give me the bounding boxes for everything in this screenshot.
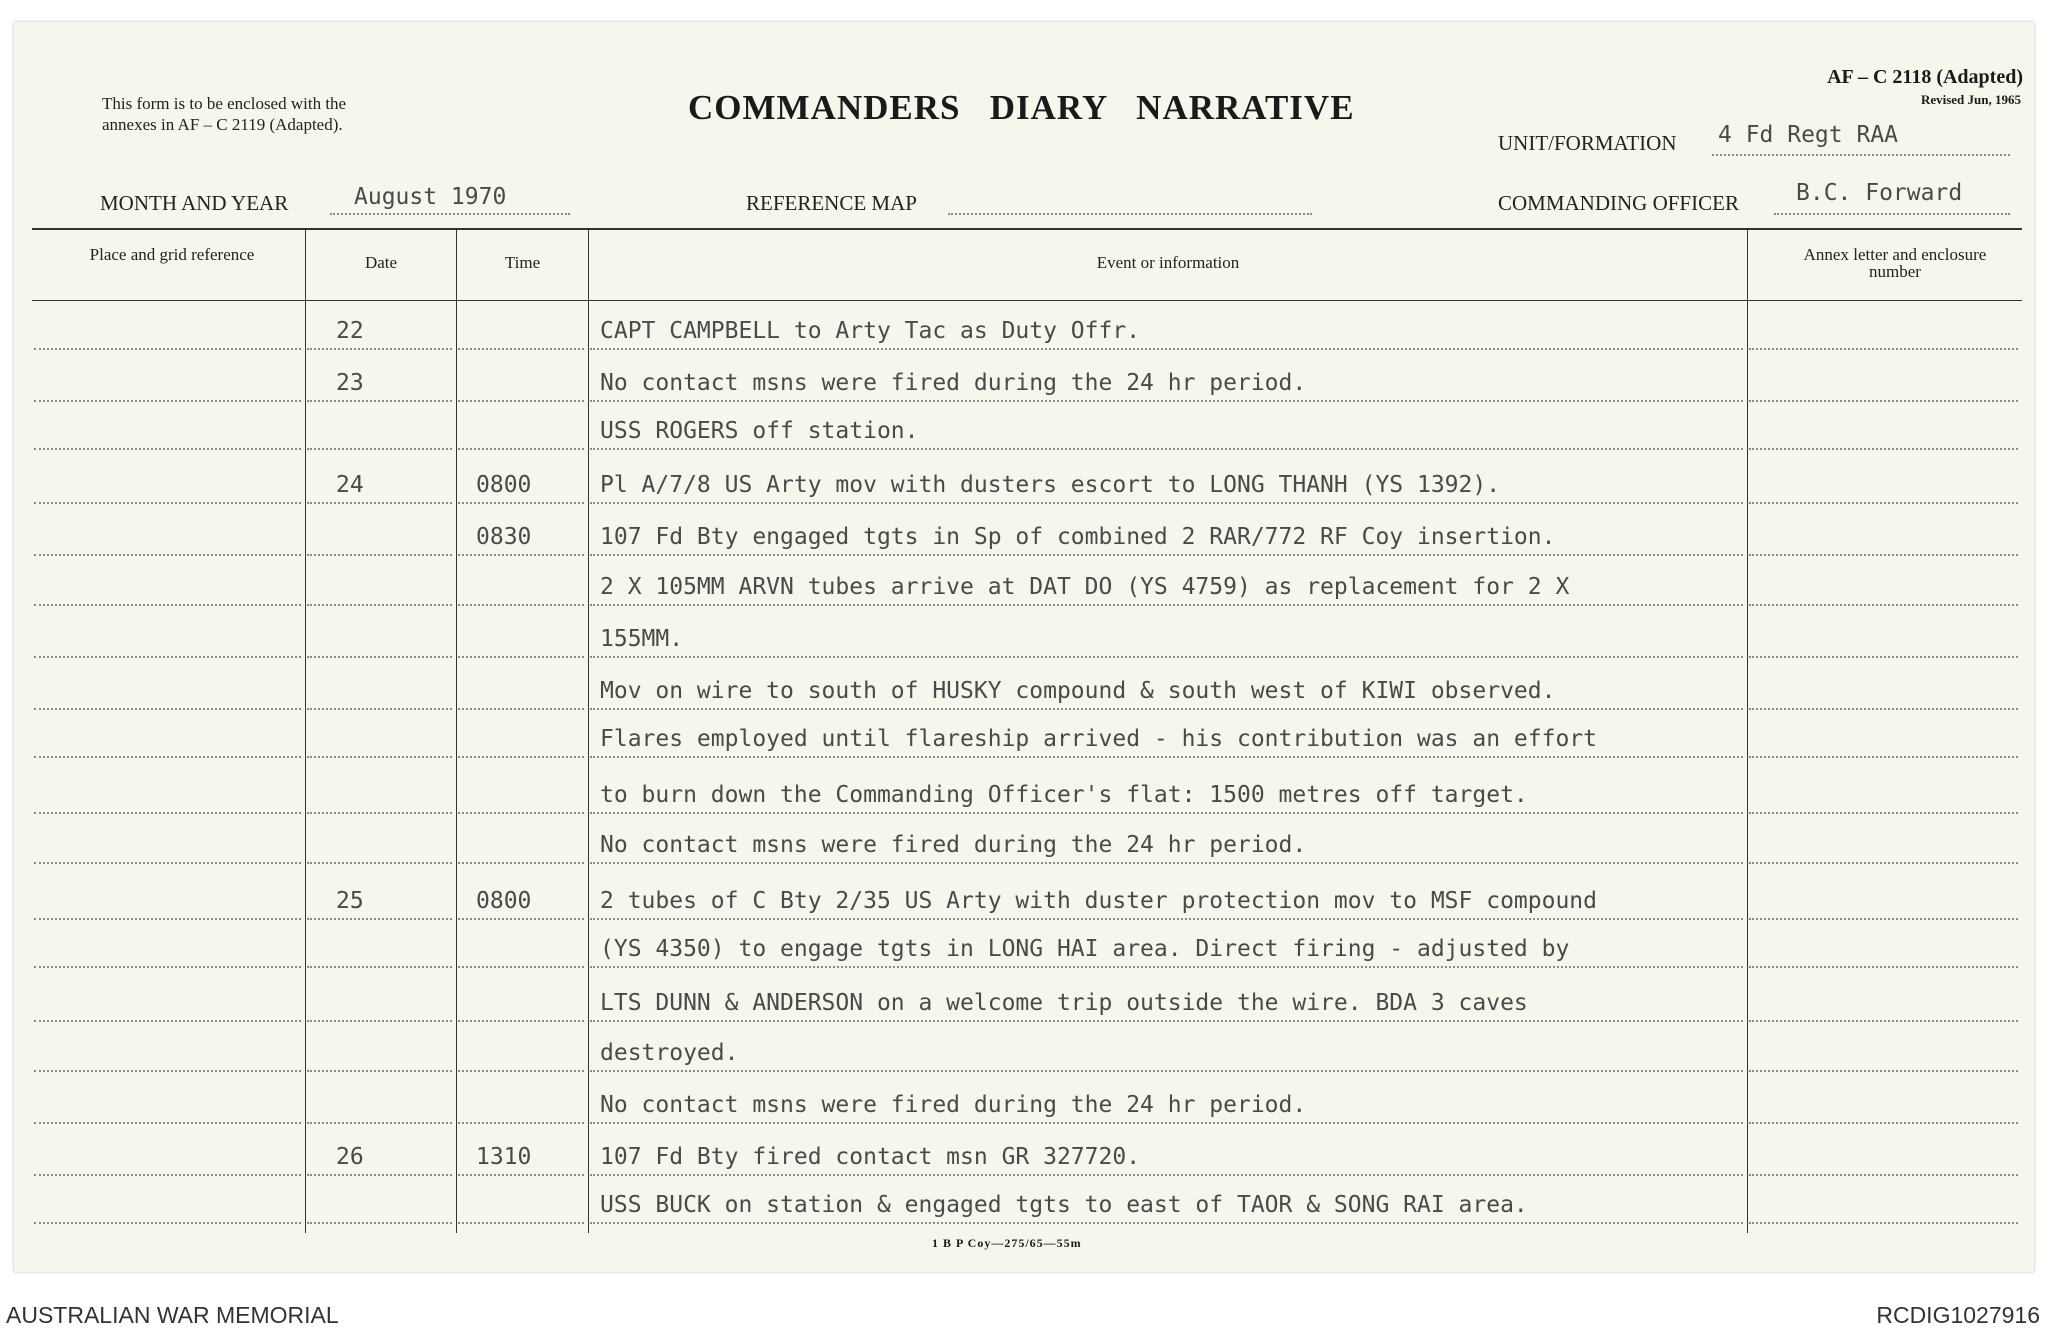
header-time: Time [504, 253, 541, 272]
row-rule [590, 918, 1743, 920]
row-rule [1749, 1070, 2018, 1072]
row-rule [1749, 1174, 2018, 1176]
row-rule [34, 348, 301, 350]
entry-event: 2 tubes of C Bty 2/35 US Arty with duster protection mov to MSF compound [600, 888, 1597, 914]
entry-event: Mov on wire to south of HUSKY compound & south west of KIWI observed. [600, 678, 1556, 704]
row-rule [34, 1122, 301, 1124]
row-rule [1749, 862, 2018, 864]
row-rule [458, 1020, 584, 1022]
row-rule [458, 448, 584, 450]
row-rule [458, 348, 584, 350]
entry-event: to burn down the Commanding Officer's flat: 1500 metres off target. [600, 782, 1528, 808]
reference-map-line [948, 213, 1312, 215]
entry-date: 23 [336, 370, 364, 396]
row-rule [458, 756, 584, 758]
row-rule [307, 656, 452, 658]
row-rule [1749, 348, 2018, 350]
entry-event: destroyed. [600, 1040, 739, 1066]
row-rule [458, 918, 584, 920]
row-rule [307, 554, 452, 556]
unit-formation-line [1712, 154, 2010, 156]
row-rule [307, 918, 452, 920]
entry-date: 24 [336, 472, 364, 498]
row-rule [307, 1222, 452, 1224]
entry-event: 155MM. [600, 626, 684, 652]
archive-footer-right: RCDIG1027916 [1876, 1302, 2040, 1328]
entry-event: USS BUCK on station & engaged tgts to east of TAOR & SONG RAI area. [600, 1192, 1528, 1218]
entry-event: Flares employed until flareship arrived - his contribution was an effort [600, 726, 1597, 752]
archive-footer-left: AUSTRALIAN WAR MEMORIAL [6, 1302, 339, 1328]
row-rule [458, 1222, 584, 1224]
row-rule [590, 448, 1743, 450]
row-rule [34, 862, 301, 864]
entry-date: 26 [336, 1144, 364, 1170]
row-rule [34, 708, 301, 710]
entry-event: No contact msns were fired during the 24 hr period. [600, 370, 1307, 396]
row-rule [34, 756, 301, 758]
unit-formation-label: UNIT/FORMATION [1498, 131, 1677, 155]
row-rule [590, 862, 1743, 864]
month-year-line [330, 213, 570, 215]
row-rule [34, 502, 301, 504]
row-rule [307, 708, 452, 710]
entry-event: (YS 4350) to engage tgts in LONG HAI area. Direct firing - adjusted by [600, 936, 1570, 962]
row-rule [307, 1020, 452, 1022]
month-year-label: MONTH AND YEAR [100, 191, 289, 215]
printer-mark: 1 B P Coy—275/65—55m [932, 1236, 1082, 1250]
row-rule [34, 812, 301, 814]
row-rule [307, 756, 452, 758]
row-rule [34, 966, 301, 968]
row-rule [307, 1174, 452, 1176]
commanding-officer-label: COMMANDING OFFICER [1498, 191, 1739, 215]
entry-date: 22 [336, 318, 364, 344]
row-rule [458, 1070, 584, 1072]
row-rule [34, 554, 301, 556]
row-rule [458, 1122, 584, 1124]
row-rule [307, 604, 452, 606]
unit-formation-value: 4 Fd Regt RAA [1718, 122, 1899, 148]
row-rule [458, 708, 584, 710]
row-rule [458, 966, 584, 968]
row-rule [590, 1122, 1743, 1124]
row-rule [590, 1222, 1743, 1224]
row-rule [590, 1174, 1743, 1176]
row-rule [34, 1020, 301, 1022]
entry-event: No contact msns were fired during the 24 hr period. [600, 1092, 1307, 1118]
row-rule [307, 400, 452, 402]
row-rule [1749, 656, 2018, 658]
header-event-information: Event or information [1096, 253, 1240, 272]
row-rule [458, 862, 584, 864]
row-rule [590, 554, 1743, 556]
row-rule [307, 448, 452, 450]
entry-event: 107 Fd Bty engaged tgts in Sp of combined 2 RAR/772 RF Coy insertion. [600, 524, 1556, 550]
column-divider-date [456, 228, 457, 1233]
row-rule [590, 1020, 1743, 1022]
table-top-rule [32, 228, 2022, 230]
row-rule [590, 502, 1743, 504]
row-rule [1749, 554, 2018, 556]
row-rule [1749, 1020, 2018, 1022]
row-rule [590, 400, 1743, 402]
row-rule [458, 812, 584, 814]
row-rule [34, 1070, 301, 1072]
row-rule [458, 604, 584, 606]
row-rule [307, 966, 452, 968]
row-rule [458, 400, 584, 402]
row-rule [458, 502, 584, 504]
row-rule [1749, 502, 2018, 504]
row-rule [1749, 400, 2018, 402]
form-title: COMMANDERS DIARY NARRATIVE [688, 88, 1355, 127]
entry-date: 25 [336, 888, 364, 914]
form-id: AF – C 2118 (Adapted) [1827, 66, 2023, 88]
entry-time: 0830 [476, 524, 532, 550]
enclosure-note-line1: This form is to be enclosed with the [102, 94, 347, 113]
entry-time: 1310 [476, 1144, 532, 1170]
month-year-value: August 1970 [354, 184, 507, 210]
row-rule [458, 554, 584, 556]
reference-map-label: REFERENCE MAP [746, 191, 917, 215]
row-rule [458, 1174, 584, 1176]
header-annex-enclosure: Annex letter and enclosure number [1803, 245, 1987, 281]
row-rule [1749, 1222, 2018, 1224]
row-rule [34, 448, 301, 450]
header-place-grid-reference: Place and grid reference [89, 245, 255, 264]
entry-time: 0800 [476, 888, 532, 914]
commanding-officer-value: B.C. Forward [1796, 180, 1963, 206]
row-rule [1749, 918, 2018, 920]
entry-event: No contact msns were fired during the 24 hr period. [600, 832, 1307, 858]
entry-event: LTS DUNN & ANDERSON on a welcome trip outside the wire. BDA 3 caves [600, 990, 1528, 1016]
row-rule [307, 862, 452, 864]
row-rule [1749, 812, 2018, 814]
entry-event: Pl A/7/8 US Arty mov with dusters escort to LONG THANH (YS 1392). [600, 472, 1501, 498]
row-rule [590, 604, 1743, 606]
row-rule [590, 348, 1743, 350]
row-rule [307, 502, 452, 504]
row-rule [590, 656, 1743, 658]
row-rule [34, 918, 301, 920]
row-rule [1749, 604, 2018, 606]
entry-event: USS ROGERS off station. [600, 418, 919, 444]
row-rule [34, 400, 301, 402]
entry-time: 0800 [476, 472, 532, 498]
row-rule [1749, 1122, 2018, 1124]
entry-event: 107 Fd Bty fired contact msn GR 327720. [600, 1144, 1141, 1170]
row-rule [590, 812, 1743, 814]
row-rule [1749, 966, 2018, 968]
row-rule [590, 966, 1743, 968]
table-header-rule [32, 300, 2022, 301]
row-rule [34, 656, 301, 658]
commanding-officer-line [1774, 213, 2010, 215]
row-rule [1749, 756, 2018, 758]
column-divider-place [305, 228, 306, 1233]
header-date: Date [364, 253, 398, 272]
row-rule [590, 708, 1743, 710]
row-rule [34, 604, 301, 606]
column-divider-event [1747, 228, 1748, 1233]
row-rule [307, 1122, 452, 1124]
row-rule [590, 756, 1743, 758]
revised-date: Revised Jun, 1965 [1920, 92, 2021, 107]
row-rule [458, 656, 584, 658]
row-rule [1749, 448, 2018, 450]
row-rule [307, 348, 452, 350]
column-divider-time [588, 228, 589, 1233]
row-rule [34, 1222, 301, 1224]
row-rule [34, 1174, 301, 1176]
entry-event: 2 X 105MM ARVN tubes arrive at DAT DO (YS 4759) as replacement for 2 X [600, 574, 1570, 600]
enclosure-note-line2: annexes in AF – C 2119 (Adapted). [102, 115, 343, 134]
row-rule [1749, 708, 2018, 710]
row-rule [307, 1070, 452, 1072]
entry-event: CAPT CAMPBELL to Arty Tac as Duty Offr. [600, 318, 1141, 344]
row-rule [307, 812, 452, 814]
row-rule [590, 1070, 1743, 1072]
